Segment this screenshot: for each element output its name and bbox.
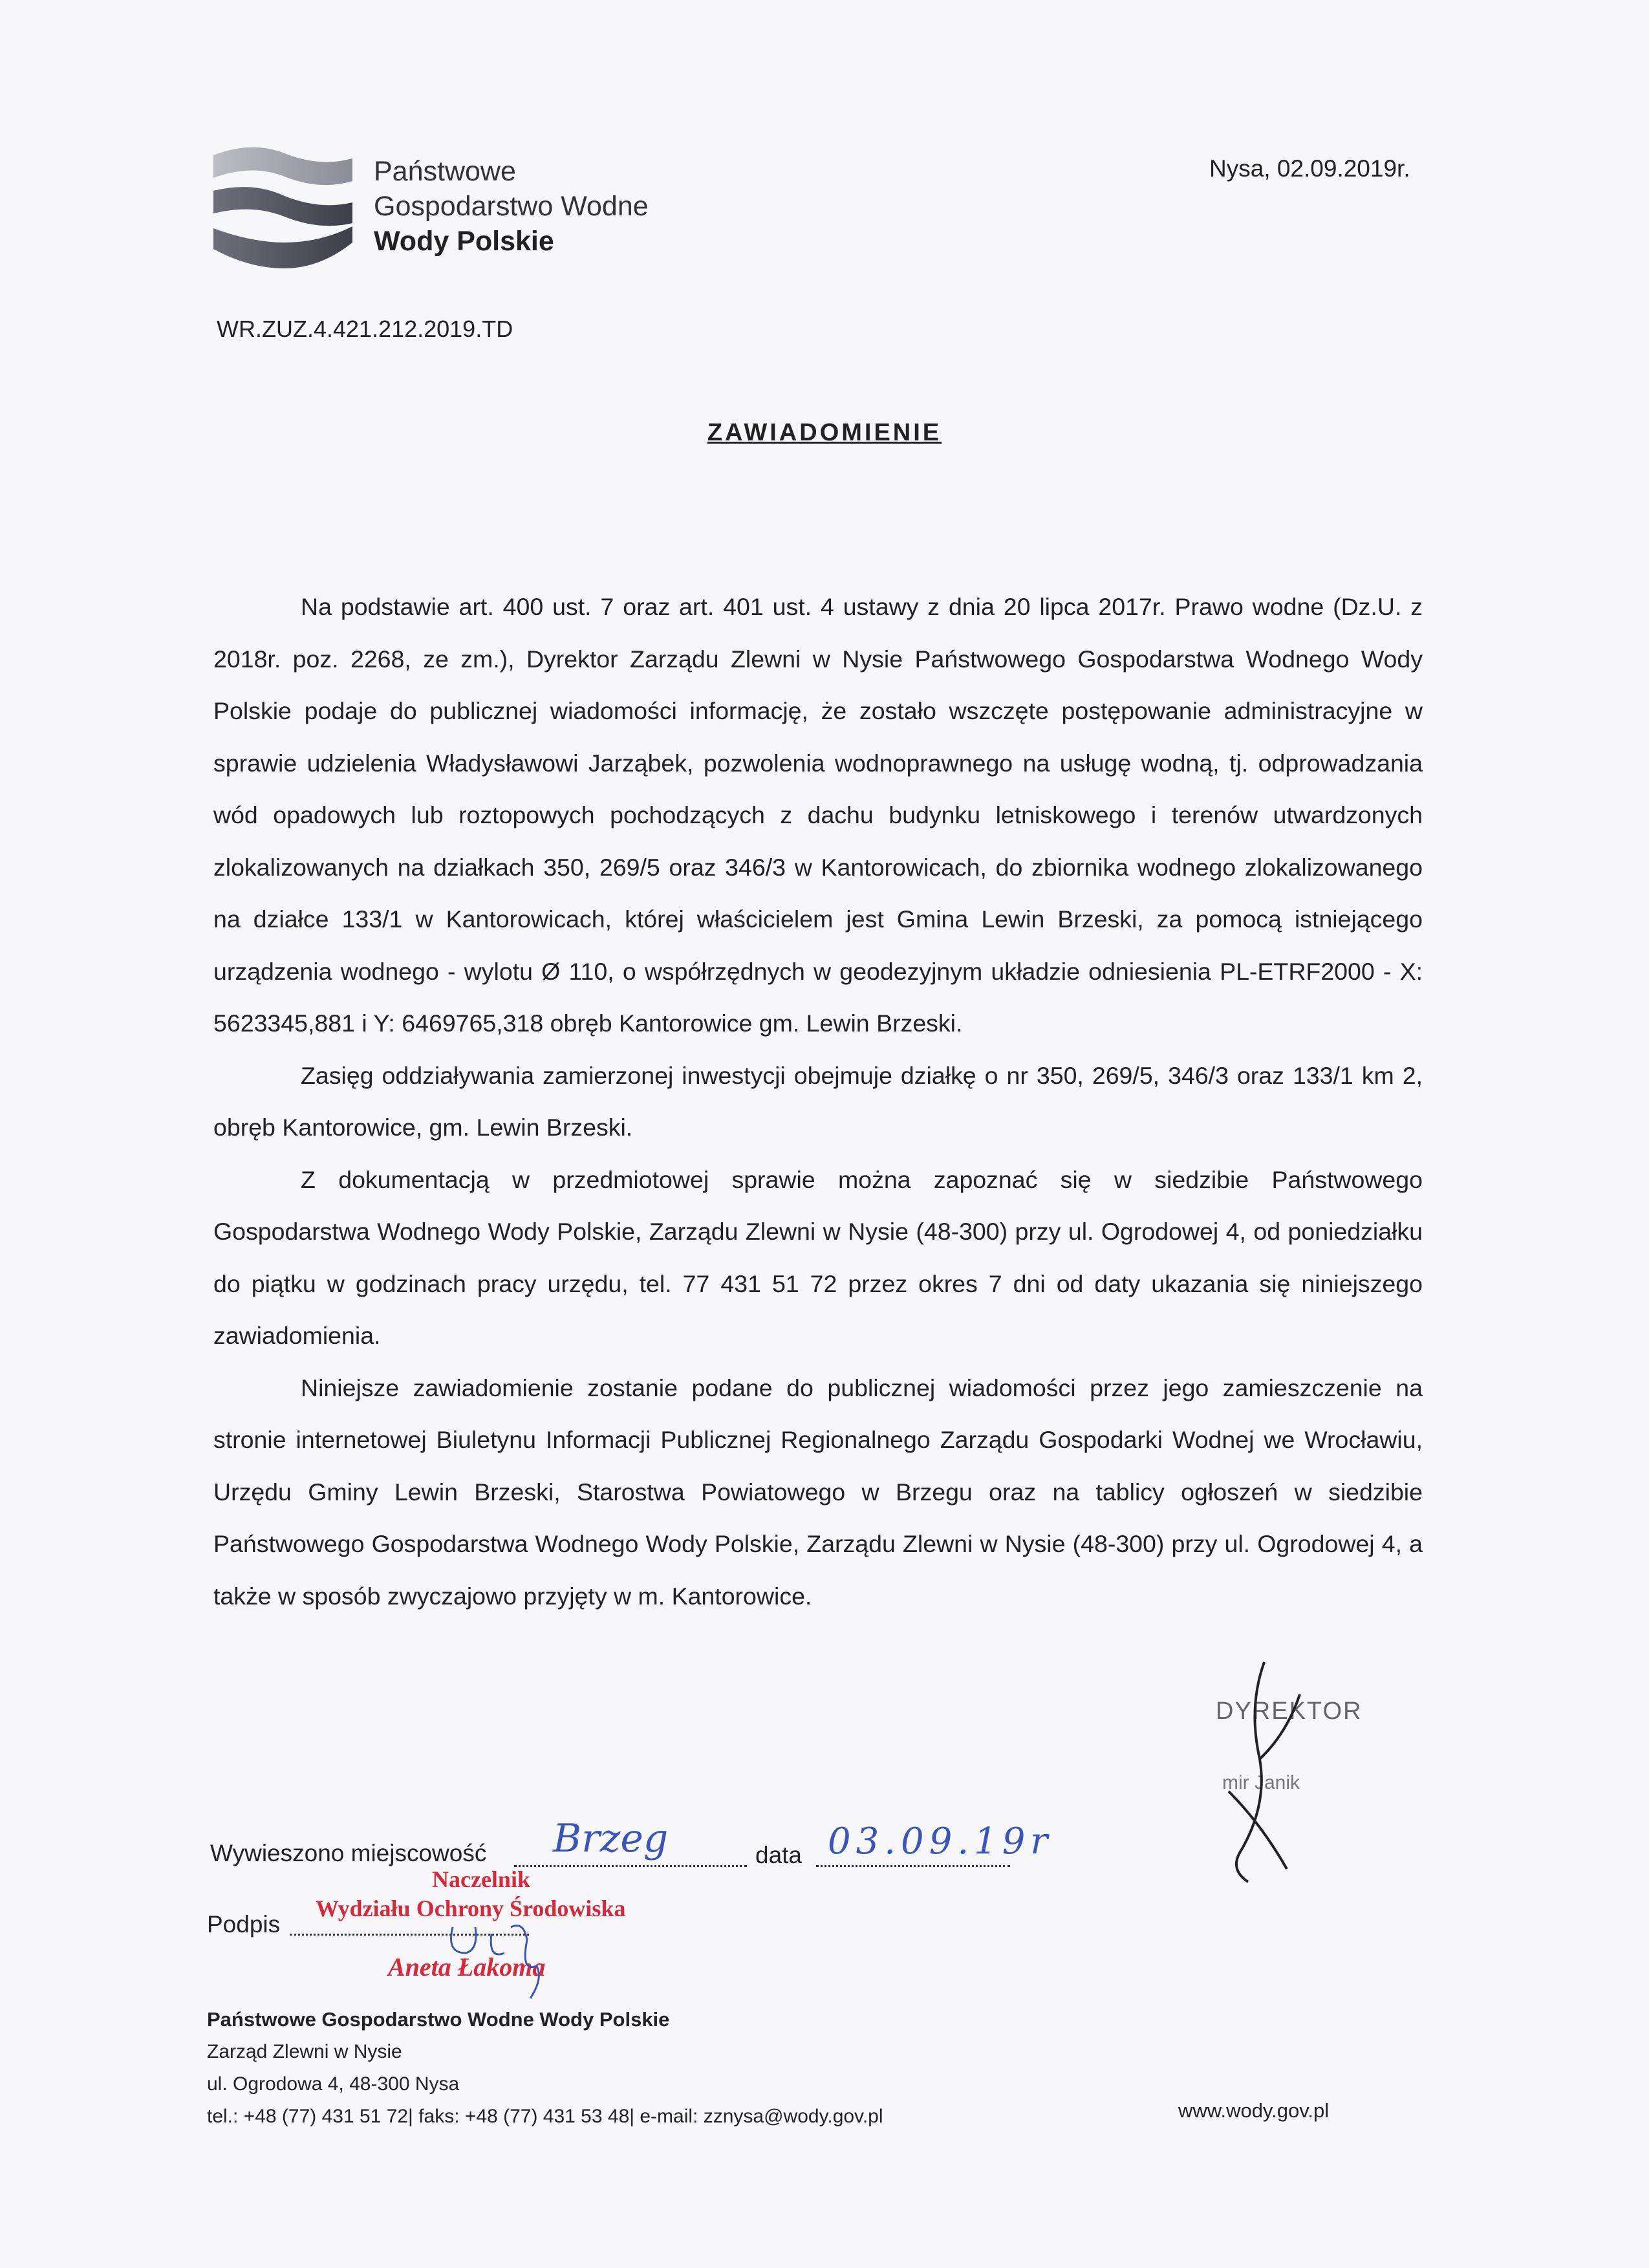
case-reference: WR.ZUZ.4.421.212.2019.TD [217, 316, 513, 342]
director-title: DYREKTOR [1216, 1698, 1363, 1725]
signature-label: Podpis [207, 1911, 281, 1938]
paragraph-3: Z dokumentacją w przedmiotowej sprawie można zapoznać się w siedzibie Państwowego Gospodarstwa Wodnego Wody Polskie, Zarządu Zlewni w Nysie (48-300) przy ul. Ogrodowej 4, od poniedziałku do piątku w godzinach pracy urzędu, tel. 77 431 51 72 przez okres 7 dni od daty ukazania się niniejszego zawiadomienia. [213, 1165, 1423, 1349]
wody-polskie-logo [213, 146, 352, 275]
posted-date-label: data [755, 1842, 803, 1868]
document-title: ZAWIADOMIENIE [707, 419, 942, 446]
org-line-2: Gospodarstwo Wodne [374, 191, 649, 222]
posted-place-dots [514, 1865, 747, 1867]
posted-place-handwritten: Brzeg [553, 1816, 669, 1861]
director-signature [1203, 1656, 1306, 1888]
posted-date-dots [816, 1865, 1010, 1867]
footer-org: Państwowe Gospodarstwo Wodne Wody Polskie [207, 2008, 670, 2031]
footer [207, 2003, 883, 2133]
stamp-line-3: Aneta Łakoma [388, 1952, 546, 1982]
org-line-1: Państwowe [374, 156, 516, 187]
stamp-line-1: Naczelnik [432, 1866, 530, 1892]
posted-place-label: Wywieszono miejscowość [210, 1840, 487, 1866]
handwritten-signature [414, 1914, 582, 2005]
document-body [213, 581, 1423, 1622]
paragraph-2: Zasięg oddziaływania zamierzonej inwestycji obejmuje działkę o nr 350, 269/5, 346/3 oraz 133/1 km 2, obręb Kantorowice, gm. Lewin Brzeski. [213, 1061, 1423, 1141]
posted-date-handwritten: 03.09.19r [828, 1820, 1053, 1863]
organization-name [374, 154, 649, 259]
stamp-line-2: Wydziału Ochrony Środowiska [316, 1895, 626, 1921]
paragraph-1: Na podstawie art. 400 ust. 7 oraz art. 401 ust. 4 ustawy z dnia 20 lipca 2017r. Prawo wodne (Dz.U. z 2018r. poz. 2268, ze zm.), Dyrektor Zarządu Zlewni w Nysie Państwowego Gospodarstwa Wodnego Wody Polskie podaje do publicznej wiadomości informację, że zostało wszczęte postępowanie administracyjne w sprawie udzielenia Władysławowi Jarząbek, pozwolenia wodnoprawnego na usługę wodną, tj. odprowadzania wód opadowych lub roztopowych pochodzących z dachu budynku letniskowego i terenów utwardzonych zlokalizowanych na działkach 350, 269/5 oraz 346/3 w Kantorowicach, do zbiornika wodnego zlokalizowanego na działce 133/1 w Kantorowicach, której właścicielem jest Gmina Lewin Brzeski, za pomocą istniejącego urządzenia wodnego - wylotu Ø 110, o współrzędnych w geodezyjnym układzie odniesienia PL-ETRF2000 - X: 5623345,881 i Y: 6469765,318 obręb Kantorowice gm. Lewin Brzeski. [213, 593, 1423, 1037]
footer-unit: Zarząd Zlewni w Nysie [207, 2041, 402, 2062]
place-and-date: Nysa, 02.09.2019r. [1209, 155, 1410, 182]
footer-website: www.wody.gov.pl [1178, 2099, 1330, 2122]
paragraph-4: Niniejsze zawiadomienie zostanie podane do publicznej wiadomości przez jego zamieszczenie na stronie internetowej Biuletynu Informacji Publicznej Regionalnego Zarządu Gospodarki Wodnej we Wrocławiu, Urzędu Gminy Lewin Brzeski, Starostwa Powiatowego w Brzegu oraz na tablicy ogłoszeń w siedzibie Państwowego Gospodarstwa Wodnego Wody Polskie, Zarządu Zlewni w Nysie (48-300) przy ul. Ogrodowej 4, a także w sposób zwyczajowo przyjęty w m. Kantorowice. [213, 1374, 1423, 1610]
director-name: mir Janik [1222, 1772, 1300, 1793]
footer-address: ul. Ogrodowa 4, 48-300 Nysa [207, 2073, 460, 2095]
footer-contact: tel.: +48 (77) 431 51 72| faks: +48 (77) 431 53 48| e-mail: zznysa@wody.gov.pl [207, 2106, 883, 2127]
org-line-3: Wody Polskie [374, 226, 554, 257]
